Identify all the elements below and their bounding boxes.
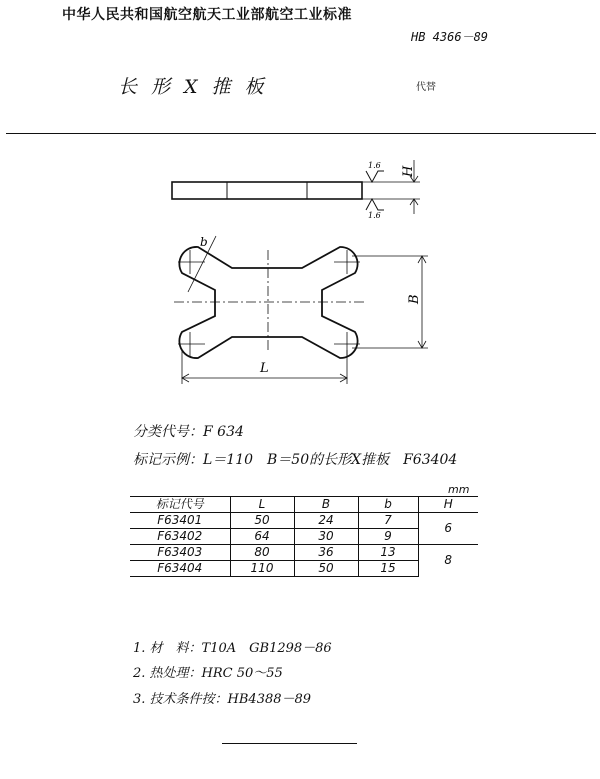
header-b: b bbox=[358, 497, 418, 513]
row-b: 9 bbox=[358, 529, 418, 545]
roughness-top-value: 1.6 bbox=[368, 161, 381, 170]
unit-label: mm bbox=[448, 483, 470, 496]
roughness-bottom-value: 1.6 bbox=[368, 211, 381, 220]
row-code: F63403 bbox=[130, 545, 230, 561]
page-title: 长形X推板 bbox=[118, 76, 278, 98]
row-h: 8 bbox=[418, 545, 478, 577]
x-plate-outline bbox=[179, 247, 357, 358]
big-b-label: B bbox=[407, 294, 422, 304]
header-l: L bbox=[230, 497, 294, 513]
row-l: 80 bbox=[230, 545, 294, 561]
row-h: 6 bbox=[418, 513, 478, 545]
classification-code: 分类代号：F 634 bbox=[133, 424, 244, 440]
row-l: 64 bbox=[230, 529, 294, 545]
roughness-symbol-top bbox=[366, 171, 384, 182]
h-label: H bbox=[401, 165, 416, 177]
row-b-width: 24 bbox=[294, 513, 358, 529]
row-code: F63404 bbox=[130, 561, 230, 577]
replaces-label: 代替 bbox=[416, 82, 436, 93]
b-label: b bbox=[200, 235, 208, 249]
standard-number: HB 4366－89 bbox=[411, 30, 489, 44]
row-b-width: 30 bbox=[294, 529, 358, 545]
row-l: 110 bbox=[230, 561, 294, 577]
side-view-outline bbox=[172, 182, 362, 199]
header-code: 标记代号 bbox=[130, 497, 230, 513]
row-b-width: 36 bbox=[294, 545, 358, 561]
table-header-row bbox=[130, 497, 478, 513]
row-b: 15 bbox=[358, 561, 418, 577]
row-b: 7 bbox=[358, 513, 418, 529]
side-view bbox=[172, 160, 420, 214]
header-b-width: B bbox=[294, 497, 358, 513]
note-technical-conditions: 3. 技术条件按：HB4388－89 bbox=[133, 692, 312, 707]
header-h: H bbox=[418, 497, 478, 513]
org-header: 中华人民共和国航空航天工业部航空工业标准 bbox=[62, 7, 352, 23]
marking-example: 标记示例：L＝110 B＝50的长形X推板 F63404 bbox=[133, 452, 458, 468]
table-row bbox=[130, 545, 478, 561]
note-material: 1. 材 料：T10A GB1298－86 bbox=[133, 641, 332, 656]
note-heat-treatment: 2. 热处理：HRC 50～55 bbox=[133, 666, 283, 681]
row-l: 50 bbox=[230, 513, 294, 529]
row-code: F63401 bbox=[130, 513, 230, 529]
row-b: 13 bbox=[358, 545, 418, 561]
l-label: L bbox=[260, 361, 269, 376]
row-code: F63402 bbox=[130, 529, 230, 545]
row-b-width: 50 bbox=[294, 561, 358, 577]
roughness-symbol-bottom bbox=[366, 199, 384, 210]
plan-view bbox=[174, 236, 428, 384]
end-rule bbox=[222, 743, 357, 744]
table-row bbox=[130, 513, 478, 529]
spec-table bbox=[130, 496, 478, 577]
